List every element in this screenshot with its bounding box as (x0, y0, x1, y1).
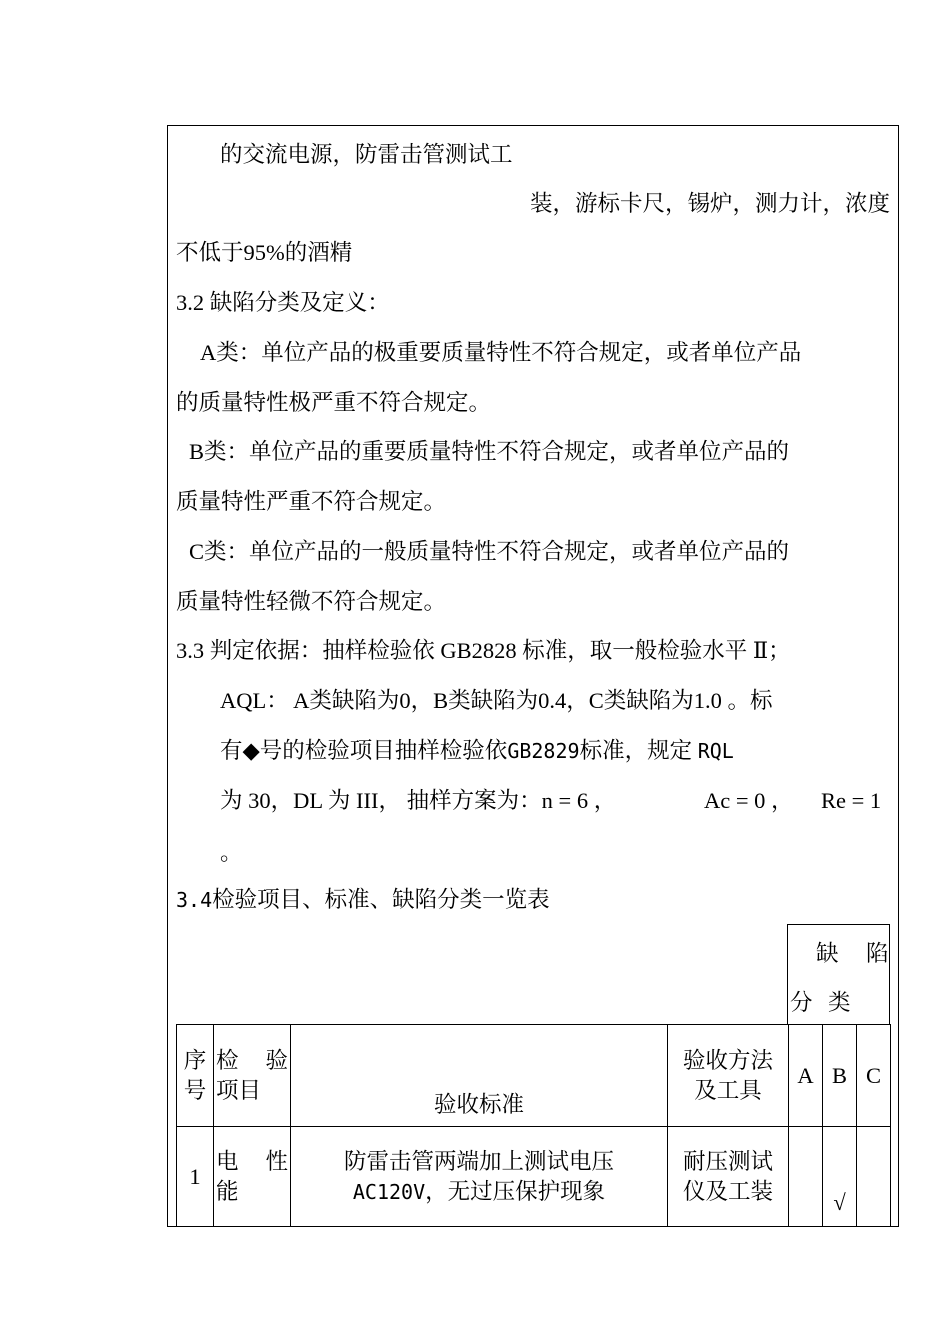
header-class-c: C (857, 1025, 891, 1127)
row-method-line-1: 耐压测试 (682, 1148, 773, 1174)
table-row (177, 1127, 891, 1227)
table-header-row (177, 1025, 891, 1127)
row-standard-line-1: 防雷击管两端加上测试电压 (343, 1148, 614, 1174)
plan-line-re: Re = 1 (821, 788, 882, 813)
row-standard-voltage: AC120V (352, 1179, 426, 1204)
plan-line-period: 。 (220, 840, 243, 865)
category-char-1: 缺 (816, 941, 839, 966)
row-item-char-3: 能 (216, 1178, 239, 1204)
header-item-char-3: 项目 (216, 1077, 262, 1103)
row-standard-line-2 (291, 1177, 667, 1207)
category-char-3: 分 (790, 990, 813, 1015)
class-b-definition-line2: 质量特性严重不符合规定。 (176, 489, 447, 514)
row-standard-text: ，无过压保护现象 (425, 1178, 606, 1204)
header-class-a: A (789, 1025, 823, 1127)
section-3-3-heading: 3.3 判定依据：抽样检验依 GB2828 标准，取一般检验水平 Ⅱ； (176, 638, 791, 663)
plan-line-ac: Ac = 0 ， (704, 788, 794, 813)
header-seq-char-2: 号 (183, 1077, 207, 1103)
row-seq: 1 (177, 1127, 214, 1227)
row-item-char-2: 性 (265, 1148, 288, 1174)
header-method-line-2: 及工具 (694, 1077, 762, 1103)
header-item (214, 1025, 291, 1127)
class-a-definition-line1: A类：单位产品的极重要质量特性不符合规定，或者单位产品 (200, 340, 802, 365)
header-seq (177, 1025, 214, 1127)
category-char-4: 类 (828, 990, 851, 1015)
class-a-definition-line2: 的质量特性极严重不符合规定。 (176, 390, 492, 415)
class-c-definition-line1: C类：单位产品的一般质量特性不符合规定，或者单位产品的 (189, 539, 790, 564)
section-3-4-title: 检验项目、标准、缺陷分类一览表 (212, 887, 550, 912)
row-item (214, 1127, 291, 1227)
defect-category-header (787, 924, 890, 1025)
header-method-line-1: 验收方法 (682, 1047, 773, 1073)
header-method (668, 1025, 789, 1127)
header-item-char-2: 验 (265, 1047, 288, 1073)
row-item-char-1: 电 (216, 1148, 239, 1174)
text-line-alcohol: 不低于95%的酒精 (176, 240, 353, 265)
section-3-4-heading (176, 885, 550, 915)
section-3-4-number: 3.4 (176, 888, 213, 912)
row-class-c (857, 1127, 891, 1227)
section-3-2-heading: 3.2 缺陷分类及定义： (176, 290, 390, 315)
inspection-table (176, 1024, 891, 1227)
header-item-char-1: 检 (216, 1047, 239, 1073)
row-method-line-2: 仪及工装 (682, 1178, 773, 1204)
category-char-2: 陷 (866, 941, 889, 966)
row-class-a (789, 1127, 823, 1227)
text-line-tools: 装，游标卡尺，锡炉，测力计，浓度 (529, 191, 890, 216)
row-standard (291, 1127, 668, 1227)
class-c-definition-line2: 质量特性轻微不符合规定。 (176, 589, 447, 614)
rql-text-a: 有◆号的检验项目抽样检验依 (220, 738, 508, 763)
row-class-b: √ (823, 1127, 857, 1227)
rql-line (220, 736, 734, 766)
aql-line: AQL： A类缺陷为0，B类缺陷为0.4，C类缺陷为1.0 。标 (220, 688, 773, 713)
rql-standard-code: GB2829 (507, 739, 580, 763)
header-class-b: B (823, 1025, 857, 1127)
row-method (668, 1127, 789, 1227)
rql-label: RQL (697, 739, 734, 763)
header-standard: 验收标准 (291, 1025, 668, 1127)
plan-line-a: 为 30，DL 为 III， 抽样方案为：n = 6 ， (220, 788, 617, 813)
header-seq-char-1: 序 (183, 1047, 207, 1073)
text-line-power-source: 的交流电源，防雷击管测试工 (220, 142, 513, 167)
rql-text-c: 标准，规定 (579, 738, 693, 763)
class-b-definition-line1: B类：单位产品的重要质量特性不符合规定，或者单位产品的 (189, 439, 790, 464)
